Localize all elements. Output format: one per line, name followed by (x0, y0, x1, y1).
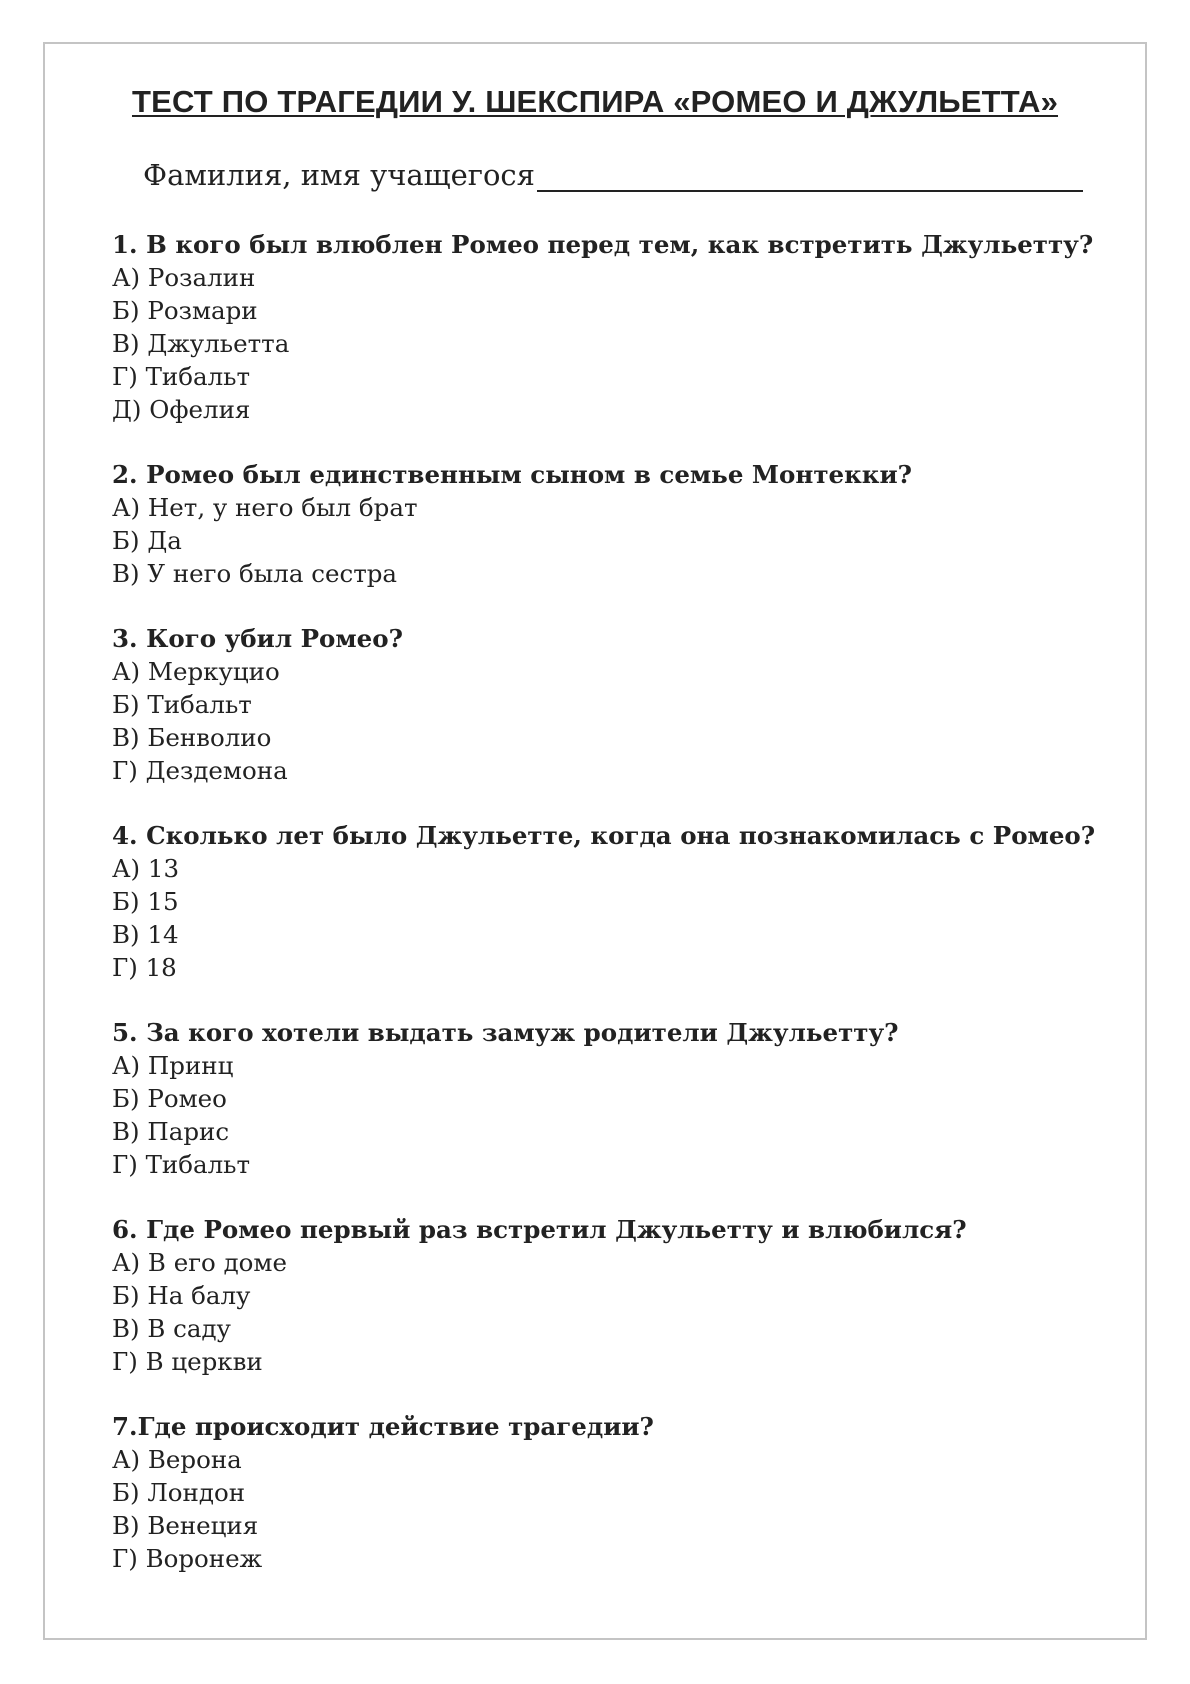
answer-options (112, 491, 1112, 590)
answer-option: Г) Воронеж (112, 1544, 263, 1573)
answer-option: Г) Тибальт (112, 362, 251, 391)
answer-option: В) Бенволио (112, 723, 272, 752)
answer-options (112, 1049, 1112, 1181)
answer-option: Б) Да (112, 526, 182, 555)
question-2 (112, 458, 1112, 590)
student-name-blank-line[interactable] (537, 160, 1083, 192)
question-text: 6. Где Ромео первый раз встретил Джульетту и влюбился? (112, 1215, 967, 1244)
answer-option: А) Нет, у него был брат (112, 493, 418, 522)
answer-option: Д) Офелия (112, 395, 251, 424)
answer-option: Б) Лондон (112, 1478, 246, 1507)
answer-options (112, 261, 1112, 426)
answer-option: В) Парис (112, 1117, 230, 1146)
question-1 (112, 228, 1112, 426)
answer-option: В) Джульетта (112, 329, 290, 358)
student-name-label: Фамилия, имя учащегося (143, 158, 535, 192)
answer-option: А) Меркуцио (112, 657, 280, 686)
answer-option: Г) Дездемона (112, 756, 288, 785)
answer-option: Б) Ромео (112, 1084, 227, 1113)
answer-option: В) Венеция (112, 1511, 259, 1540)
page-title (0, 84, 1190, 120)
answer-option: А) Розалин (112, 263, 256, 292)
question-6 (112, 1213, 1112, 1378)
answer-option: Г) В церкви (112, 1347, 263, 1376)
answer-options (112, 852, 1112, 984)
student-name-field[interactable] (143, 158, 1083, 192)
question-3 (112, 622, 1112, 787)
question-text: 2. Ромео был единственным сыном в семье Монтекки? (112, 460, 913, 489)
question-text: 7.Где происходит действие трагедии? (112, 1412, 654, 1441)
answer-option: А) В его доме (112, 1248, 287, 1277)
question-7 (112, 1410, 1112, 1575)
answer-option: В) В саду (112, 1314, 231, 1343)
answer-options (112, 1443, 1112, 1575)
answer-options (112, 655, 1112, 787)
answer-option: Б) На балу (112, 1281, 251, 1310)
answer-option: А) Верона (112, 1445, 242, 1474)
answer-option: А) 13 (112, 854, 180, 883)
question-text: 5. За кого хотели выдать замуж родители Джульетту? (112, 1018, 899, 1047)
answer-option: Г) 18 (112, 953, 177, 982)
question-4 (112, 819, 1112, 984)
answer-option: Б) Розмари (112, 296, 258, 325)
answer-option: Г) Тибальт (112, 1150, 251, 1179)
question-5 (112, 1016, 1112, 1181)
question-text: 1. В кого был влюблен Ромео перед тем, как встретить Джульетту? (112, 230, 1094, 259)
answer-options (112, 1246, 1112, 1378)
answer-option: В) 14 (112, 920, 179, 949)
answer-option: В) У него была сестра (112, 559, 398, 588)
question-text: 4. Сколько лет было Джульетте, когда она познакомилась с Ромео? (112, 821, 1096, 850)
answer-option: А) Принц (112, 1051, 234, 1080)
answer-option: Б) 15 (112, 887, 179, 916)
questions-list (112, 228, 1112, 1607)
answer-option: Б) Тибальт (112, 690, 252, 719)
page-title-text: ТЕСТ ПО ТРАГЕДИИ У. ШЕКСПИРА «РОМЕО И ДЖУЛЬЕТТА» (131, 84, 1059, 119)
question-text: 3. Кого убил Ромео? (112, 624, 403, 653)
